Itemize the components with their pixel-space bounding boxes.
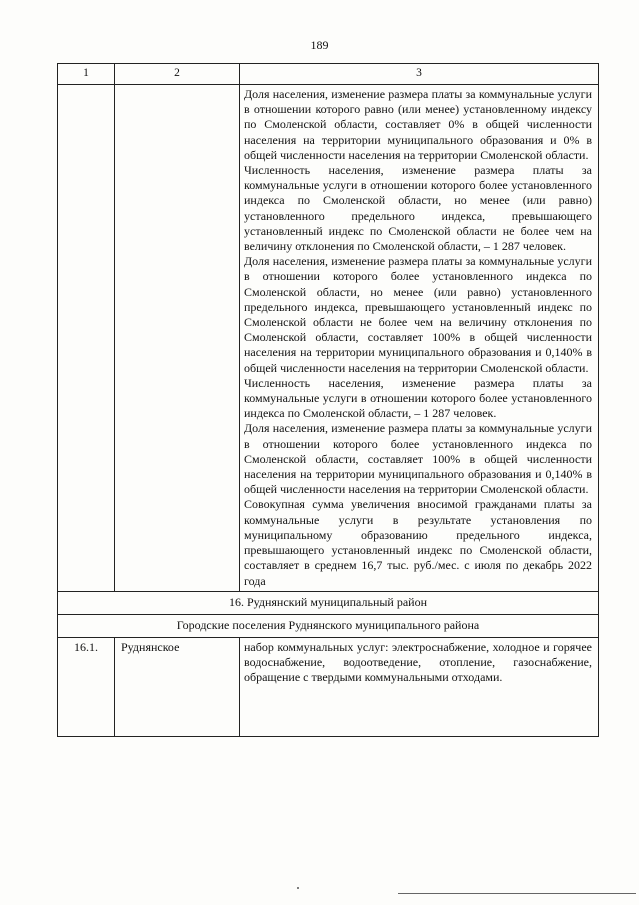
services-paragraph: набор коммунальных услуг: электроснабжение, холодное и горячее водоснабжение, водоотведение, отопление, газоснабжение, обращение с твердыми коммунальными отходами. [244,639,592,685]
section-subgroup-title: Городские поселения Руднянского муниципального района [58,614,599,637]
section-district-title: 16. Руднянский муниципальный район [58,591,599,614]
scan-speck [297,887,299,889]
section-row-subgroup [58,614,599,637]
paragraph-share-between: Доля населения, изменение размера платы за коммунальные услуги в отношении которого более установленного индекса по Смоленской области, но менее (или равно) установленного предельного индекса, превышающего установленный индекс по Смоленской области не более чем на величину отклонения по Смоленской области, составляет 100% в общей численности населения на территории муниципального образования и 0,140% в общей численности населения на территории Смоленской области. [244,254,592,375]
header-col-3: 3 [240,64,599,85]
table-row-rudnyanskoe [58,637,599,736]
table-row-continuation [58,85,599,592]
section-row-district [58,591,599,614]
document-table [57,63,599,737]
row-number: 16.1. [58,637,115,736]
cell-number-empty [58,85,115,592]
paragraph-total-sum: Совокупная сумма увеличения вносимой гражданами платы за коммунальные услуги в результате установления по муниципальному образованию предельного индекса, превышающего установленный индекс по Смоленской области, составляет в среднем 16,7 тыс. руб./мес. с июля по декабрь 2022 года [244,497,592,588]
paragraph-count-above: Численность населения, изменение размера платы за коммунальные услуги в отношении которого более установленного индекса по Смоленской области, – 1 287 человек. [244,375,592,421]
paragraph-count-between: Численность населения, изменение размера платы за коммунальные услуги в отношении которого более установленного индекса по Смоленской области, но менее (или равно) установленного предельного индекса, превышающего установленный индекс по Смоленской области не более чем на величину отклонения по Смоленской области, – 1 287 человек. [244,163,592,254]
table-header-row [58,64,599,85]
header-col-2: 2 [115,64,240,85]
row-services-text [240,637,599,736]
cell-name-empty [115,85,240,592]
row-settlement-name: Руднянское [115,637,240,736]
header-col-1: 1 [58,64,115,85]
scan-edge-line [398,893,636,894]
page-number: 189 [310,38,329,52]
paragraph-share-equal: Доля населения, изменение размера платы за коммунальные услуги в отношении которого равно (или менее) установленному индексу по Смоленской области, составляет 0% в общей численности населения на территории муниципального образования и 0% в общей численности населения на территории Смоленской области. [244,87,592,162]
cell-description [240,85,599,592]
paragraph-share-above: Доля населения, изменение размера платы за коммунальные услуги в отношении которого более установленного индекса по Смоленской области, составляет 100% в общей численности населения на территории муниципального образования и 0,140% в общей численности населения на территории Смоленской области. [244,421,592,497]
